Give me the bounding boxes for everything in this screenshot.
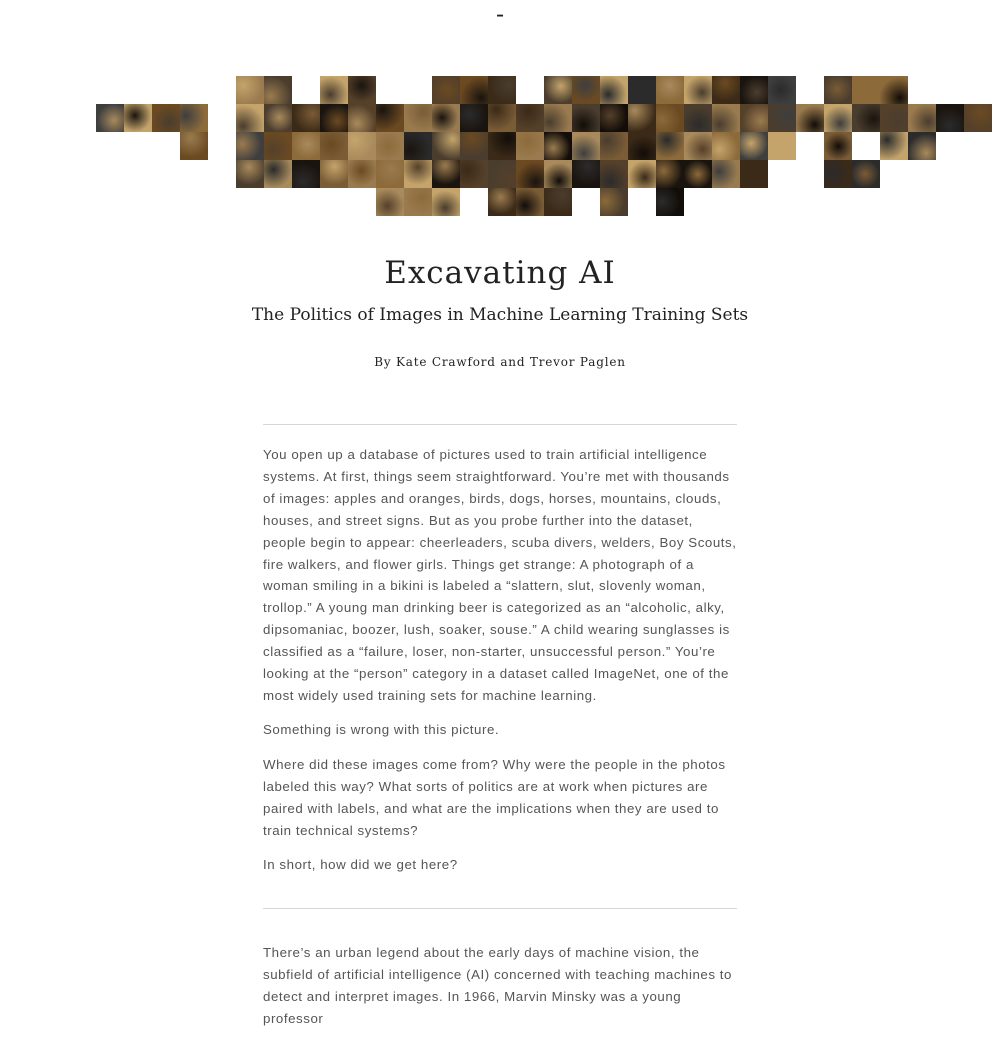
mosaic-photo-tile [236,160,264,188]
mosaic-photo-tile [376,104,404,132]
mosaic-photo-tile [656,104,684,132]
mosaic-photo-tile [432,76,460,104]
mosaic-photo-tile [852,76,880,104]
mosaic-photo-tile [824,160,852,188]
mosaic-photo-tile [404,132,432,160]
mosaic-photo-tile [684,132,712,160]
mosaic-photo-tile [600,76,628,104]
section-divider [263,908,737,909]
mosaic-photo-tile [908,132,936,160]
mosaic-photo-tile [488,132,516,160]
mosaic-photo-tile [656,160,684,188]
mosaic-photo-tile [348,104,376,132]
mosaic-photo-tile [628,160,656,188]
mosaic-photo-tile [712,160,740,188]
mosaic-photo-tile [180,132,208,160]
mosaic-photo-tile [796,104,824,132]
section-divider [263,424,737,425]
mosaic-photo-tile [656,76,684,104]
mosaic-photo-tile [236,76,264,104]
mosaic-photo-tile [544,132,572,160]
mosaic-photo-tile [264,76,292,104]
mosaic-photo-tile [852,160,880,188]
mosaic-photo-tile [292,104,320,132]
mosaic-photo-tile [740,132,768,160]
mosaic-photo-tile [236,104,264,132]
mosaic-photo-tile [684,160,712,188]
intro-section [263,444,737,888]
paragraph: Where did these images come from? Why were the people in the photos labeled this way? What sorts of politics are at work when pictures are paired with labels, and what are the implications when they are used to train technical systems? [263,756,726,838]
mosaic-photo-tile [544,188,572,216]
paragraph: In short, how did we get here? [263,856,458,872]
mosaic-photo-tile [768,76,796,104]
mosaic-photo-tile [404,188,432,216]
mosaic-photo-tile [488,104,516,132]
mosaic-photo-tile [432,132,460,160]
paragraph: Something is wrong with this picture. [263,722,500,738]
mosaic-photo-tile [768,104,796,132]
mosaic-photo-tile [124,104,152,132]
mosaic-photo-tile [376,132,404,160]
mosaic-photo-tile [600,132,628,160]
paragraph: You open up a database of pictures used to train artificial intelligence systems. At first, things seem straightforward. You’re met with thousands of images: apples and oranges, birds, dogs, horses, mountains, clouds, houses, and street signs. But as you probe further into the dataset, people begin to appear: cheerleaders, scuba divers, welders, Boy Scouts, fire walkers, and flower girls. Things get strange: A photograph of a woman smiling in a bikini is labeled a “slattern, slut, slovenly woman, trollop.” A young man drinking beer is categorized as an “alcoholic, alky, dipsomaniac, boozer, lush, soaker, souse.” A child wearing sunglasses is classified as a “failure, loser, non-starter, unsuccessful person.” You’re looking at the “person” category in a dataset called ImageNet, one of the most widely used training sets for machine learning. [263,447,737,703]
mosaic-photo-tile [292,132,320,160]
mosaic-photo-tile [432,160,460,188]
mosaic-photo-tile [628,104,656,132]
mosaic-photo-tile [152,104,180,132]
mosaic-photo-tile [348,160,376,188]
mosaic-photo-tile [432,188,460,216]
mosaic-photo-tile [600,188,628,216]
mosaic-photo-tile [880,104,908,132]
mosaic-photo-tile [516,132,544,160]
mosaic-photo-tile [628,132,656,160]
mosaic-photo-tile [740,104,768,132]
mosaic-photo-tile [460,132,488,160]
mosaic-photo-tile [320,132,348,160]
mosaic-photo-tile [572,104,600,132]
mosaic-photo-tile [600,104,628,132]
mosaic-photo-tile [264,132,292,160]
mosaic-photo-tile [348,132,376,160]
mosaic-photo-tile [488,76,516,104]
mosaic-photo-tile [180,104,208,132]
mosaic-photo-tile [488,188,516,216]
mosaic-photo-tile [516,188,544,216]
skull-image-mosaic [0,0,1000,230]
page-title: Excavating AI [384,255,616,291]
mosaic-photo-tile [516,104,544,132]
mosaic-photo-tile [600,160,628,188]
mosaic-photo-tile [964,104,992,132]
mosaic-photo-tile [936,104,964,132]
mosaic-photo-tile [376,160,404,188]
mosaic-photo-tile [628,76,656,104]
mosaic-photo-tile [460,104,488,132]
mosaic-photo-tile [684,76,712,104]
mosaic-photo-tile [824,76,852,104]
mosaic-photo-tile [264,104,292,132]
byline: By Kate Crawford and Trevor Paglen [374,355,626,369]
mosaic-photo-tile [572,76,600,104]
mosaic-photo-tile [656,188,684,216]
mosaic-photo-tile [908,104,936,132]
mosaic-photo-tile [740,160,768,188]
paragraph: There’s an urban legend about the early days of machine vision, the subfield of artificial intelligence (AI) concerned with teaching machines to detect and interpret images. In 1966, Marvin Minsky was a young professor [263,945,733,1026]
mosaic-photo-tile [712,132,740,160]
mosaic-photo-tile [852,104,880,132]
mosaic-photo-tile [404,160,432,188]
mosaic-photo-tile [740,76,768,104]
page-subtitle: The Politics of Images in Machine Learning Training Sets [251,305,749,325]
mosaic-photo-tile [488,160,516,188]
mosaic-photo-tile [516,160,544,188]
mosaic-photo-tile [292,160,320,188]
mosaic-photo-tile [544,160,572,188]
mosaic-photo-tile [880,76,908,104]
mosaic-photo-tile [264,160,292,188]
mosaic-photo-tile [320,76,348,104]
mosaic-photo-tile [320,104,348,132]
mosaic-photo-tile [320,160,348,188]
mosaic-photo-tile [712,76,740,104]
mosaic-photo-tile [404,104,432,132]
mosaic-photo-tile [656,132,684,160]
section-two [263,942,737,1042]
mosaic-photo-tile [572,132,600,160]
mosaic-photo-tile [880,132,908,160]
mosaic-photo-tile [824,132,852,160]
mosaic-photo-tile [376,188,404,216]
mosaic-photo-tile [824,104,852,132]
mosaic-photo-tile [768,132,796,160]
mosaic-photo-tile [572,160,600,188]
mosaic-photo-tile [96,104,124,132]
mosaic-photo-tile [348,76,376,104]
mosaic-photo-tile [684,104,712,132]
mosaic-photo-tile [460,76,488,104]
mosaic-photo-tile [544,76,572,104]
mosaic-photo-tile [712,104,740,132]
mosaic-photo-tile [460,160,488,188]
mosaic-photo-tile [544,104,572,132]
mosaic-photo-tile [236,132,264,160]
mosaic-photo-tile [432,104,460,132]
header-dash: - [495,0,505,28]
